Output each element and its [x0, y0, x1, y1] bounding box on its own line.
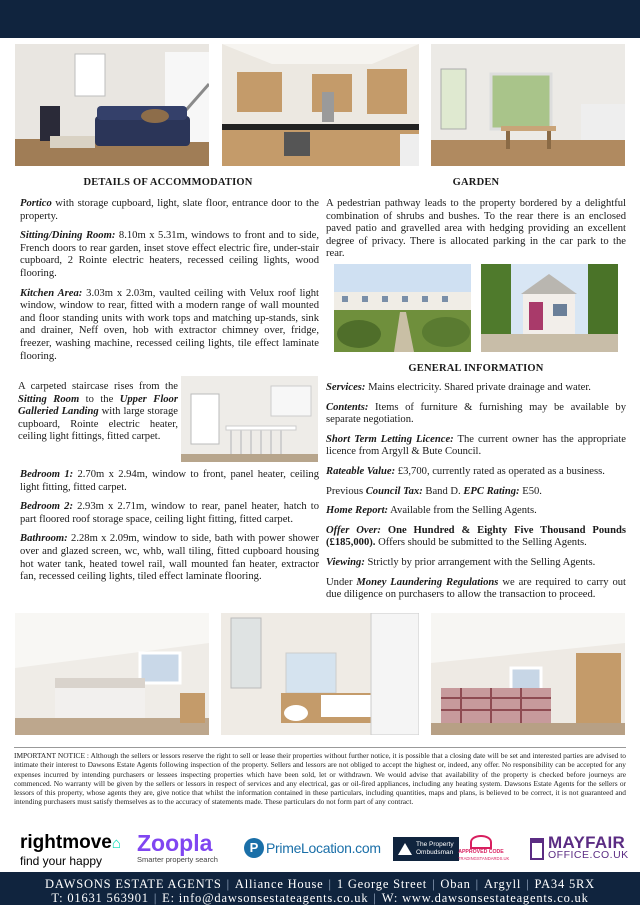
house-icon: ⌂: [111, 835, 121, 852]
rightmove-logo[interactable]: rightmove⌂ find your happy: [20, 832, 121, 868]
photo-kitchen: [222, 44, 419, 166]
photo-bathroom: [221, 613, 419, 735]
heading-general: GENERAL INFORMATION: [408, 363, 544, 374]
trading-standards-logo[interactable]: APPROVED CODE TRADINGSTANDARDS.UK: [458, 835, 504, 862]
photo-garden-front: [334, 264, 471, 352]
offer-para: Offer Over: One Hundred & Eighty Five Thousand Pounds (£185,000). Offers should be submitted to the Selling Agents.: [326, 524, 626, 549]
zoopla-logo[interactable]: Zoopla Smarter property search: [137, 830, 218, 864]
photo-dining: [431, 44, 625, 166]
footer-email[interactable]: E: info@dawsonsestateagents.co.uk: [162, 891, 369, 905]
photo-bedroom1: [15, 613, 209, 735]
property-ombudsman-logo[interactable]: The Property Ombudsman: [393, 837, 459, 861]
footer-contact: T: 01631 563901 | E: info@dawsonsestateagents.co.uk | W: www.dawsonsestateagents.co.uk: [51, 891, 589, 905]
home-report-para: Home Report: Available from the Selling Agents.: [326, 505, 537, 517]
general-info-block: [326, 382, 626, 609]
rateable-value-para: Rateable Value: £3,700, currently rated as operated as a business.: [326, 465, 605, 477]
portal-logos: [0, 827, 640, 873]
photo-sitting-room: [15, 44, 209, 166]
photo-landing: [181, 376, 318, 462]
heading-garden: GARDEN: [452, 177, 500, 188]
contents-para: Contents: Items of furniture & furnishing may be available by separate negotiation.: [326, 401, 626, 426]
bathroom-para: Bathroom: 2.28m x 2.09m, window to side, bath with power shower over and glazed screen, wc, whb, wall tiling, fitted cupboard housing hot water tank, heated towel rail, wall mounted fan heater, extractor fan, recessed ceiling lights, tiled effect laminate flooring.: [20, 533, 319, 583]
notice-divider: [14, 747, 626, 748]
top-banner: [0, 0, 640, 38]
footer-website[interactable]: W: www.dawsonsestateagents.co.uk: [381, 891, 589, 905]
letting-licence-para: Short Term Letting Licence: The current owner has the appropriate licence from Argyll & Bute Council.: [326, 433, 626, 458]
approved-code-icon: [470, 835, 492, 849]
bedroom2-para: Bedroom 2: 2.93m x 2.71m, window to rear, panel heater, hatch to part floored roof storage space, ceiling light fitting, fitted carpet.: [20, 501, 319, 525]
accommodation-block: [20, 198, 319, 370]
footer-phone[interactable]: T: 01631 563901: [51, 891, 149, 905]
garden-text: A pedestrian pathway leads to the property bordered by a delightful combination of shrubs and bushes. To the rear there is an enclosed paved patio and gravelled area with hedging providing an excellent degree of privacy. There is allocated parking in the car park to the rear.: [326, 198, 626, 260]
primelocation-icon: P: [244, 838, 264, 858]
bedrooms-block: [20, 469, 319, 591]
bedroom1-para: Bedroom 1: 2.70m x 2.94m, window to front, panel heater, ceiling light fitting, fitted carpet.: [20, 469, 319, 493]
photo-garden-rear: [481, 264, 618, 352]
heading-accommodation: DETAILS OF ACCOMMODATION: [83, 177, 253, 188]
important-notice: IMPORTANT NOTICE : Although the sellers or lessors reserve the right to sell or lease their properties without further notice, it is possible that a closing date will be set and interested parties are advised to intimate their interest to Dawsons Estate Agents following inspection of the property. Sellers and lessors are not obliged to accept the highest or, indeed, any offer. No responsibility can be accepted for any expenses incurred by intending purchasers or lessees inspecting properties which have been sold, let or withdrawn. We would advise that availability of the property is checked before journeys are commenced. No warranty will be given by the sellers or lessors in respect of services and any electrical, gas or oil-fired appliances, including any heating system. Dawsons Estate Agents for the sellers or lessors of this property, whose agents they are, give notice that whilst the information contained in these particulars, including quantities, maps and plans, is believed to be correct, it is not guaranteed and intending purchasers must satisfy themselves as to the accuracy of statements made. These particulars do not form part of any contract.: [14, 751, 626, 807]
mayfair-office-logo[interactable]: MAYFAIR OFFICE.CO.UK: [530, 836, 629, 862]
agency-footer: [0, 872, 640, 905]
kitchen-para: Kitchen Area: 3.03m x 2.03m, vaulted ceiling with Velux roof light window, window to rear, fitted with a modern range of wall mounted and floor standing units with work tops and matching up-stands, sink and drainer, Neff oven, hob with extractor chimney over, fridge, freezer, washing machine, recessed ceiling lights, tile effect laminate flooring.: [20, 287, 319, 362]
council-tax-para: Previous Council Tax: Band D. EPC Rating: E50.: [326, 485, 542, 497]
services-para: Services: Mains electricity. Shared private drainage and water.: [326, 382, 591, 393]
money-laundering-para: Under Money Laundering Regulations we are required to carry out due diligence on purchasers to allow the transaction to proceed.: [326, 576, 626, 601]
sitting-room-para: Sitting/Dining Room: 8.10m x 5.31m, windows to front and to side, French doors to rear garden, inset stove effect electric fire, under-stair cupboard, 2 Rointe electric heaters, recessed ceiling lights, wood flooring.: [20, 230, 319, 279]
footer-address: DAWSONS ESTATE AGENTS | Alliance House | 1 George Street | Oban | Argyll | PA34 5RX: [45, 877, 595, 891]
staircase-para: A carpeted staircase rises from the Sitting Room to the Upper Floor Galleried Landing with large storage cupboard, Rointe electric heater, ceiling light fittings, fitted carpet.: [18, 381, 178, 443]
mayfair-building-icon: [530, 838, 544, 860]
ombudsman-icon: [398, 843, 412, 855]
viewing-para: Viewing: Strictly by prior arrangement with the Selling Agents.: [326, 556, 596, 568]
photo-bedroom2: [431, 613, 625, 735]
portico-para: Portico with storage cupboard, light, slate floor, entrance door to the property.: [20, 198, 319, 222]
primelocation-logo[interactable]: P PrimeLocation.com: [244, 838, 381, 858]
